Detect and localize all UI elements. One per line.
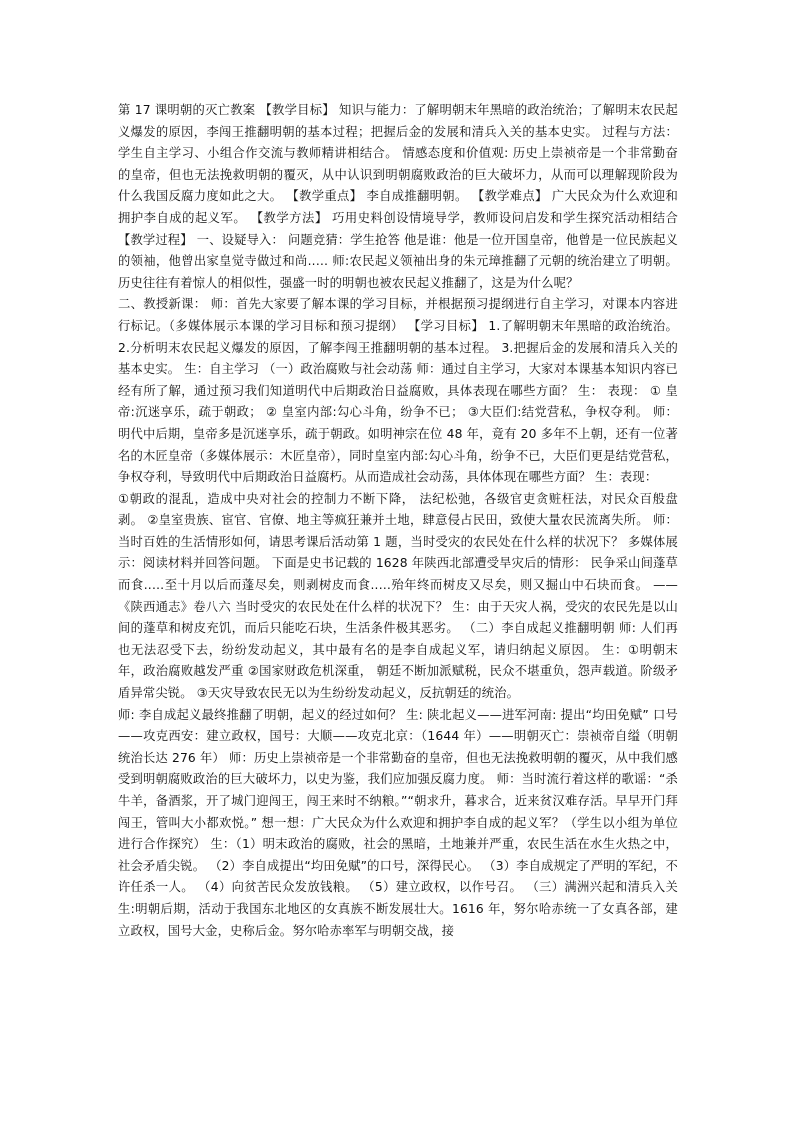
paragraph-new-lesson: 二、教授新课： 师：首先大家要了解本课的学习目标，并根据预习提纲进行自主学习，对课本内容进行标记。（多媒体展示本课的学习目标和预习提纲） 【学习目标】 1.了解明朝末年黑暗的政治统治。 2.分析明末农民起义爆发的原因，了解李闯王推翻明朝的基本过程。 3.把握后金的发展和清兵入关的基本史实。 生：自主学习 （一）政治腐败与社会动荡 师：通过自主学习，大家对本课基本知识内容已经有所了解，通过预习我们知道明代中后期政治日益腐败，具体表现在哪些方面？ 生： 表现： ① 皇帝:沉迷享乐，疏于朝政； ② 皇室内部:勾心斗角，纷争不已； ③大臣们:结党营私，争权夺利。 师：明代中后期，皇帝多是沉迷享乐，疏于朝政。如明神宗在位 48 年，竟有 20 多年不上朝，还有一位著名的木匠皇帝（多媒体展示：木匠皇帝），同时皇室内部:勾心斗角，纷争不已，大臣们更是结党营私，争权夺利，导致明代中后期政治日益腐朽。从而造成社会动荡，具体体现在哪些方面？ 生：表现： xyxy=(118,297,678,485)
paragraph-objectives-and-intro: 第 17 课明朝的灭亡教案 【教学目标】 知识与能力：了解明朝末年黑暗的政治统治；了解明末农民起义爆发的原因，李闯王推翻明朝的基本过程；把握后金的发展和清兵入关的基本史实。 过程与方法：学生自主学习、小组合作交流与教师精讲相结合。 情感态度和价值观: 历史上崇祯帝是一个非常勤奋的皇帝，但也无法挽救明朝的覆灭，从中认识到明朝腐败政治的巨大破坏力，从而可以理解现阶段为什么我国反腐力度如此之大。 【教学重点】 李自成推翻明朝。 【教学难点】 广大民众为什么欢迎和拥护李自成的起义军。 【教学方法】 巧用史料创设情境导学，教师设问启发和学生探究活动相结合 【教学过程】 一、设疑导入： 问题竞猜：学生抢答 他是谁：他是一位开国皇帝，他曾是一位民族起义的领袖，他曾出家皇觉寺做过和尚..… 师:农民起义领袖出身的朱元璋推翻了元朝的统治建立了明朝。历史往往有着惊人的相似性，强盛一时的明朝也被农民起义推翻了，这是为什么呢？ xyxy=(118,103,678,290)
paragraph-uprising-process: 师: 李自成起义最终推翻了明朝，起义的经过如何？ 生: 陕北起义——进军河南: 提出“均田免赋” 口号——攻克西安：建立政权，国号：大顺——攻克北京：（1644 年）——明朝灭亡：崇祯帝自缢（明朝统治长达 276 年） 师：历史上崇祯帝是一个非常勤奋的皇帝，但也无法挽救明朝的覆灭，从中我们感受到明朝腐败政治的巨大破坏力，以史为鉴，我们应加强反腐力度。 师：当时流行着这样的歌谣：“杀牛羊，备酒浆，开了城门迎闯王，闯王来时不纳粮。”“朝求升，暮求合，近来贫汉难存活。早早开门拜闯王，管叫大小都欢悦。” 想一想：广大民众为什么欢迎和拥护李自成的起义军？（学生以小组为单位进行合作探究） 生：（1）明末政治的腐败，社会的黑暗，土地兼并严重，农民生活在水生火热之中，社会矛盾尖锐。 （2）李自成提出“均田免赋”的口号，深得民心。 （3）李自成规定了严明的军纪，不许任杀一人。 （4）向贫苦民众发放钱粮。 （5）建立政权，以作号召。 （三）满洲兴起和清兵入关 生:明朝后期，活动于我国东北地区的女真族不断发展壮大。1616 年，努尔哈赤统一了女真各部，建立政权，国号大金，史称后金。努尔哈赤率军与明朝交战，接 xyxy=(118,707,678,938)
paragraph-social-unrest: ①朝政的混乱，造成中央对社会的控制力不断下降， 法纪松弛，各级官吏贪赃枉法，对民众百般盘剥。 ②皇室贵族、宦官、官僚、地主等疯狂兼并土地，肆意侵占民田，致使大量农民流离失所。 师：当时百姓的生活情形如何，请思考课后活动第 1 题，当时受灾的农民处在什么样的状况下？ 多媒体展示：阅读材料并回答问题。 下面是史书记载的 1628 年陕西北部遭受旱灾后的情形： 民争采山间蓬草而食..…至十月以后而蓬尽矣，则剥树皮而食..…殆年终而树皮又尽矣，则又掘山中石块而食。 ——《陕西通志》卷八六 当时受灾的农民处在什么样的状况下？ 生：由于天灾人祸，受灾的农民先是以山间的蓬草和树皮充饥，而后只能吃石块，生活条件极其恶劣。 （二）李自成起义推翻明朝 师: 人们再也无法忍受下去，纷纷发动起义，其中最有名的是李自成起义军，请归纳起义原因。 生：①明朝末年，政治腐败越发严重 ②国家财政危机深重， 朝廷不断加派赋税，民众不堪重负，怨声载道。阶级矛盾异常尖锐。 ③天灾导致农民无以为生纷纷发动起义，反抗朝廷的统治。 xyxy=(118,491,678,701)
document-page xyxy=(118,100,678,942)
